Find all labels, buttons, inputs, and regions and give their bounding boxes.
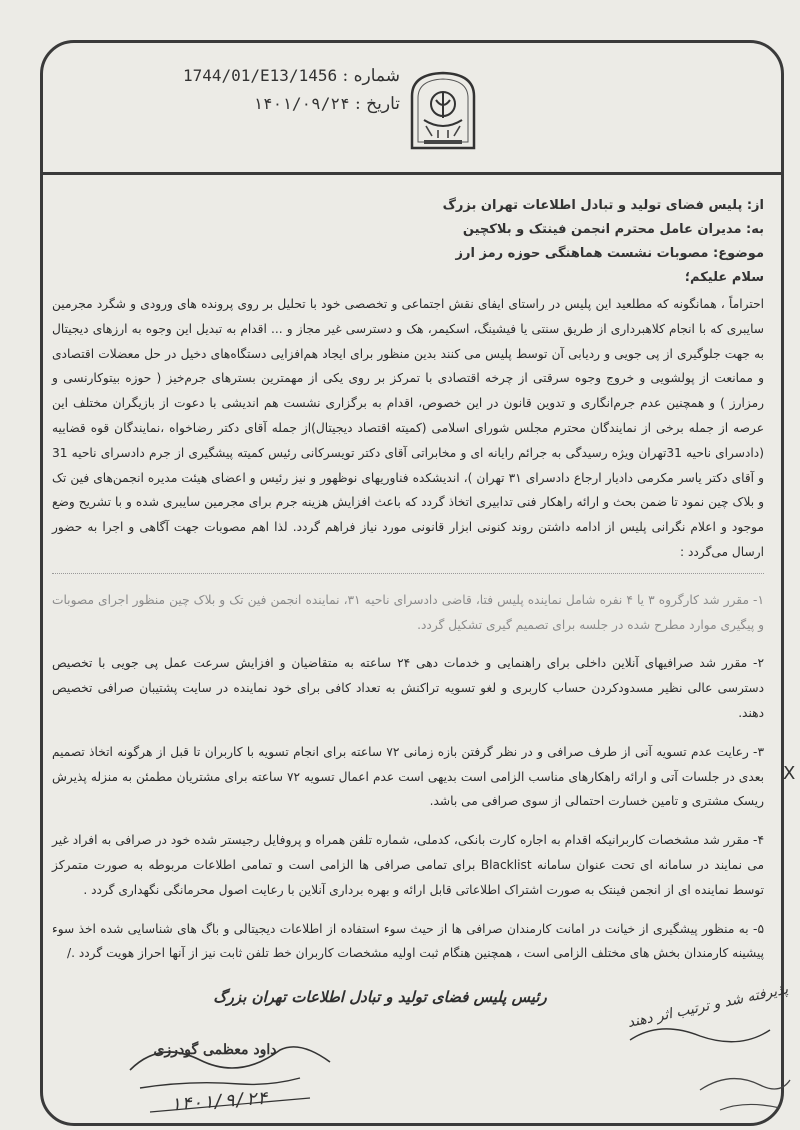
police-emblem-icon bbox=[408, 70, 478, 152]
signature-date: ۱۴۰۱/۹/۲۴ bbox=[169, 1087, 269, 1116]
to-line: به: مدیران عامل محترم انجمن فینتک و بلاکچین bbox=[462, 222, 764, 237]
margin-check-mark: X bbox=[783, 763, 796, 784]
letter-date-label: تاریخ : bbox=[355, 94, 400, 114]
resolution-item-2: ۲- مقرر شد صرافیهای آنلاین داخلی برای راهنمایی و خدمات دهی ۲۴ ساعته به متقاضیان و افزایش سرعت عمل پی جویی با تخصیص دسترسی عالی نظیر مسدودکردن حساب کاربری و لغو تسویه تراکنش به تعداد کافی برای خود نماینده در سایت پشتیبان صرافی تخصیص دهند. bbox=[52, 656, 764, 720]
letter-date-value: ۱۴۰۱/۰۹/۲۴ bbox=[253, 94, 350, 113]
handwritten-note: پذیرفته شد و ترتیب اثر دهند bbox=[626, 981, 790, 1032]
header-divider bbox=[40, 172, 781, 175]
signatory-name: داود معظمی گودرزی bbox=[153, 1042, 277, 1058]
letter-number-label: شماره : bbox=[342, 66, 400, 86]
resolution-item-1: ۱- مقرر شد کارگروه ۳ یا ۴ نفره شامل نماینده پلیس فتا، قاضی دادسرای ناحیه ۳۱، نماینده انجمن فین تک و بلاک چین منظور اجرای مصوبات و پیگیری موارد مطرح شده در جلسه برای تصمیم گیری تشکیل گردد. bbox=[52, 592, 765, 632]
greeting-line: سلام علیکم؛ bbox=[684, 270, 764, 285]
resolution-item-4: ۴- مقرر شد مشخصات کاربرانیکه اقدام به اجاره کارت بانکی، کدملی، شماره تلفن همراه و پروفایل رجیستر شده خود در صرافی به افراد غیر می نمایند در سامانه ای تحت عنوان سامانه Blacklist برای تمامی صرافی ها الزامی است و تمامی اطلاعات مربوطه به صورت متمرکز توسط نماینده ای از انجمن فینتک به صورت اشتراک اطلاعاتی قابل ارائه و بهره برداری آنلاین با رعایت اصول محرمانگی نگهداری گردد . bbox=[52, 833, 765, 897]
intro-paragraph: احتراماً ، همانگونه که مطلعید این پلیس در راستای ایفای نقش اجتماعی و تخصصی خود با تحلیل بر روی پرونده های ورودی و شگرد مجرمین سایبری که با انجام کلاهبرداری از طریق سنتی یا فیشینگ، اسکیمر، هک و دسترسی غیر مجاز و ... اقدام به تبدیل این وجوه به ارزهای دیجیتال به جهت جلوگیری از پی جویی و ردیابی آن توسط پلیس می کنند بدین منظور برای ایجاد هم‌افزایی دستگاه‌های دخیل در حل معضلات اقتصادی و ممانعت از پولشویی و خروج وجوه سرقتی از چرخه اقتصادی با تمرکز بر روی یکی از مهمترین بسترهای جرم‌خیز ( حوزه بیتوکارنسی و رمزارز ) و همچنین عدم جرم‌انگاری و تدوین قانون در این خصوص، اقدام به برگزاری نشست هم اندیشی با دعوت از بازیگران مختلف این عرصه از جمله برخی از نمایندگان محترم مجلس شورای اسلامی (کمیته اقتصاد دیجیتال)از جمله آقای دکتر رضاخواه ،نمایندگان قوه قضاییه (دادسرای ناحیه 31تهران ویژه رسیدگی به جرائم رایانه ای و مخابراتی آقای دکتر تویسرکانی رئیس کمیته پیشگیری از جرم دادسرای ناحیه 31 و آقای دکتر یاسر مکرمی دادیار ارجاع دادسرای ۳۱ تهران )، اندیشکده فناوریهای نوظهور و نیز رئیس و اعضای هیئت مدیره انجمن‌های فین تک و بلاک چین نمود تا ضمن بحث و ارائه راهکار فنی تدابیری اتخاذ گردد که باعث افزایش هزینه جرم برای مجرمین سایبری شده و با تشریح وضع موجود و اعلام نگرانی پلیس از ادامه داشتن روند کنونی ابزار قانونی مورد نیاز فراهم گردد. لذا اهم مصوبات جهت آگاهی و اجرا به حضور ارسال می‌گردد : bbox=[52, 297, 764, 559]
letter-meta bbox=[150, 62, 400, 118]
letter-number bbox=[150, 62, 400, 90]
from-line: از: پلیس فضای تولید و تبادل اطلاعات تهران بزرگ bbox=[442, 198, 764, 213]
subject-line: موضوع: مصوبات نشست هماهنگی حوزه رمز ارز bbox=[455, 246, 764, 261]
section-divider bbox=[52, 573, 764, 574]
signatory-title: رئیس پلیس فضای تولید و تبادل اطلاعات تهران بزرگ bbox=[213, 988, 547, 1006]
letter-number-value: 1744/01/E13/1456 bbox=[182, 66, 338, 85]
resolution-item-3: ۳- رعایت عدم تسویه آنی از طرف صرافی و در نظر گرفتن بازه زمانی ۷۲ ساعته برای انجام تسویه با کاربران تا قبل از هرگونه اتخاذ تصمیم بعدی در جلسات آتی و ارائه راهکارهای مناسب الزامی است بدیهی است عدم اعمال تسویه ۷۲ ساعته برای مشتریان مطمئن به منزله پذیرش ریسک مشتری و تامین خسارت احتمالی از سوی صرافی می باشد. bbox=[52, 744, 764, 809]
resolution-item-5: ۵- به منظور پیشگیری از خیانت در امانت کارمندان صرافی ها از حیث سوء استفاده از اطلاعات دیجیتالی و باگ های شناسایی شده اخذ سوء پیشینه کارمندان بخش های مختلف الزامی است ، همچنین هنگام ثبت اولیه مشخصات کاربران خط تلفن ثابت نیز از آنها احراز هویت گردد ./ bbox=[52, 921, 764, 961]
letter-body bbox=[52, 194, 764, 966]
letter-date bbox=[150, 90, 400, 118]
